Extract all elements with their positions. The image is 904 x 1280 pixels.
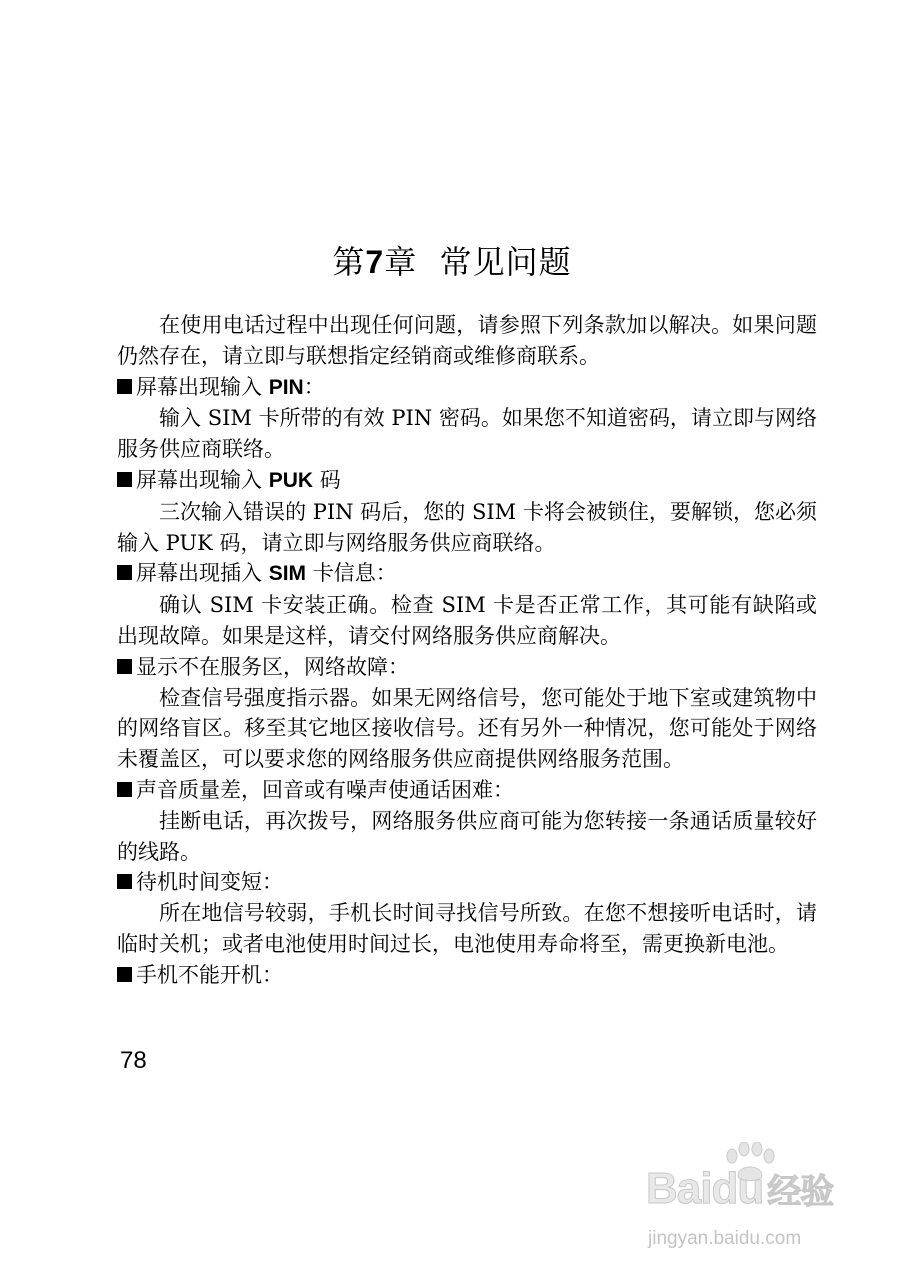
- chapter-prefix: 第: [332, 243, 366, 281]
- square-bullet-icon: [117, 874, 132, 889]
- square-bullet-icon: [117, 379, 132, 394]
- heading-text: 码: [313, 467, 341, 492]
- faq-answer-standby: 所在地信号较弱，手机长时间寻找信号所致。在您不想接听电话时，请临时关机；或者电池使用时间过长，电池使用寿命将至，需更换新电池。: [117, 901, 817, 956]
- faq-content: [117, 310, 817, 991]
- faq-heading-no-service: [117, 652, 817, 683]
- faq-heading-sim: [117, 558, 817, 590]
- heading-text: 卡信息：: [306, 561, 397, 586]
- square-bullet-icon: [117, 967, 132, 982]
- heading-text: 声音质量差，回音或有噪声使通话困难：: [136, 777, 514, 802]
- faq-answer-puk: 三次输入错误的 PIN 码后，您的 SIM 卡将会被锁住，要解锁，您必须输入 PUK 码，请立即与网络服务供应商联络。: [117, 499, 817, 555]
- watermark-url: jingyan.baidu.com: [648, 1228, 802, 1249]
- intro-paragraph: 在使用电话过程中出现任何问题，请参照下列条款加以解决。如果问题仍然存在，请立即与联想指定经销商或维修商联系。: [117, 313, 817, 368]
- faq-answer-pin: 输入 SIM 卡所带的有效 PIN 密码。如果您不知道密码，请立即与网络服务供应商联络。: [117, 406, 817, 462]
- square-bullet-icon: [117, 782, 132, 797]
- watermark-brand: [646, 1164, 833, 1214]
- square-bullet-icon: [117, 565, 132, 580]
- page-number: 78: [120, 1047, 147, 1074]
- heading-text: 屏幕出现插入: [136, 561, 269, 586]
- chapter-title: [0, 238, 904, 286]
- faq-answer-sim: 确认 SIM 卡安装正确。检查 SIM 卡是否正常工作，其可能有缺陷或出现故障。如果是这样，请交付网络服务供应商解决。: [117, 593, 817, 648]
- faq-heading-audio: [117, 775, 817, 806]
- heading-keyword: PUK: [268, 468, 314, 492]
- heading-text: 待机时间变短：: [136, 870, 283, 895]
- chapter-suffix: 章 常见问题: [384, 243, 572, 281]
- faq-answer-audio: 挂断电话，再次拨号，网络服务供应商可能为您转接一条通话质量较好的线路。: [117, 808, 817, 864]
- square-bullet-icon: [117, 472, 132, 487]
- watermark-brand-cn: 经验: [767, 1172, 834, 1212]
- faq-answer-no-service: 检查信号强度指示器。如果无网络信号，您可能处于地下室或建筑物中的网络盲区。移至其它地区接收信号。还有另外一种情况，您可能处于网络未覆盖区，可以要求您的网络服务供应商提供网络服务范围。: [117, 685, 817, 772]
- square-bullet-icon: [117, 659, 132, 674]
- chapter-number: 7: [365, 244, 385, 280]
- heading-text: 手机不能开机：: [136, 962, 283, 987]
- faq-heading-puk: [117, 465, 817, 497]
- heading-text: ：: [303, 374, 325, 399]
- heading-text: 屏幕出现输入: [136, 374, 269, 399]
- faq-heading-pin: [117, 372, 817, 404]
- watermark-brand-latin: Baidu: [646, 1164, 764, 1213]
- faq-heading-standby: [117, 867, 817, 898]
- heading-keyword: PIN: [268, 375, 304, 399]
- heading-text: 屏幕出现输入: [136, 467, 269, 492]
- faq-heading-power: [117, 960, 817, 991]
- heading-keyword: SIM: [268, 562, 307, 586]
- baidu-watermark: [636, 1142, 876, 1270]
- heading-text: 显示不在服务区，网络故障：: [136, 654, 409, 679]
